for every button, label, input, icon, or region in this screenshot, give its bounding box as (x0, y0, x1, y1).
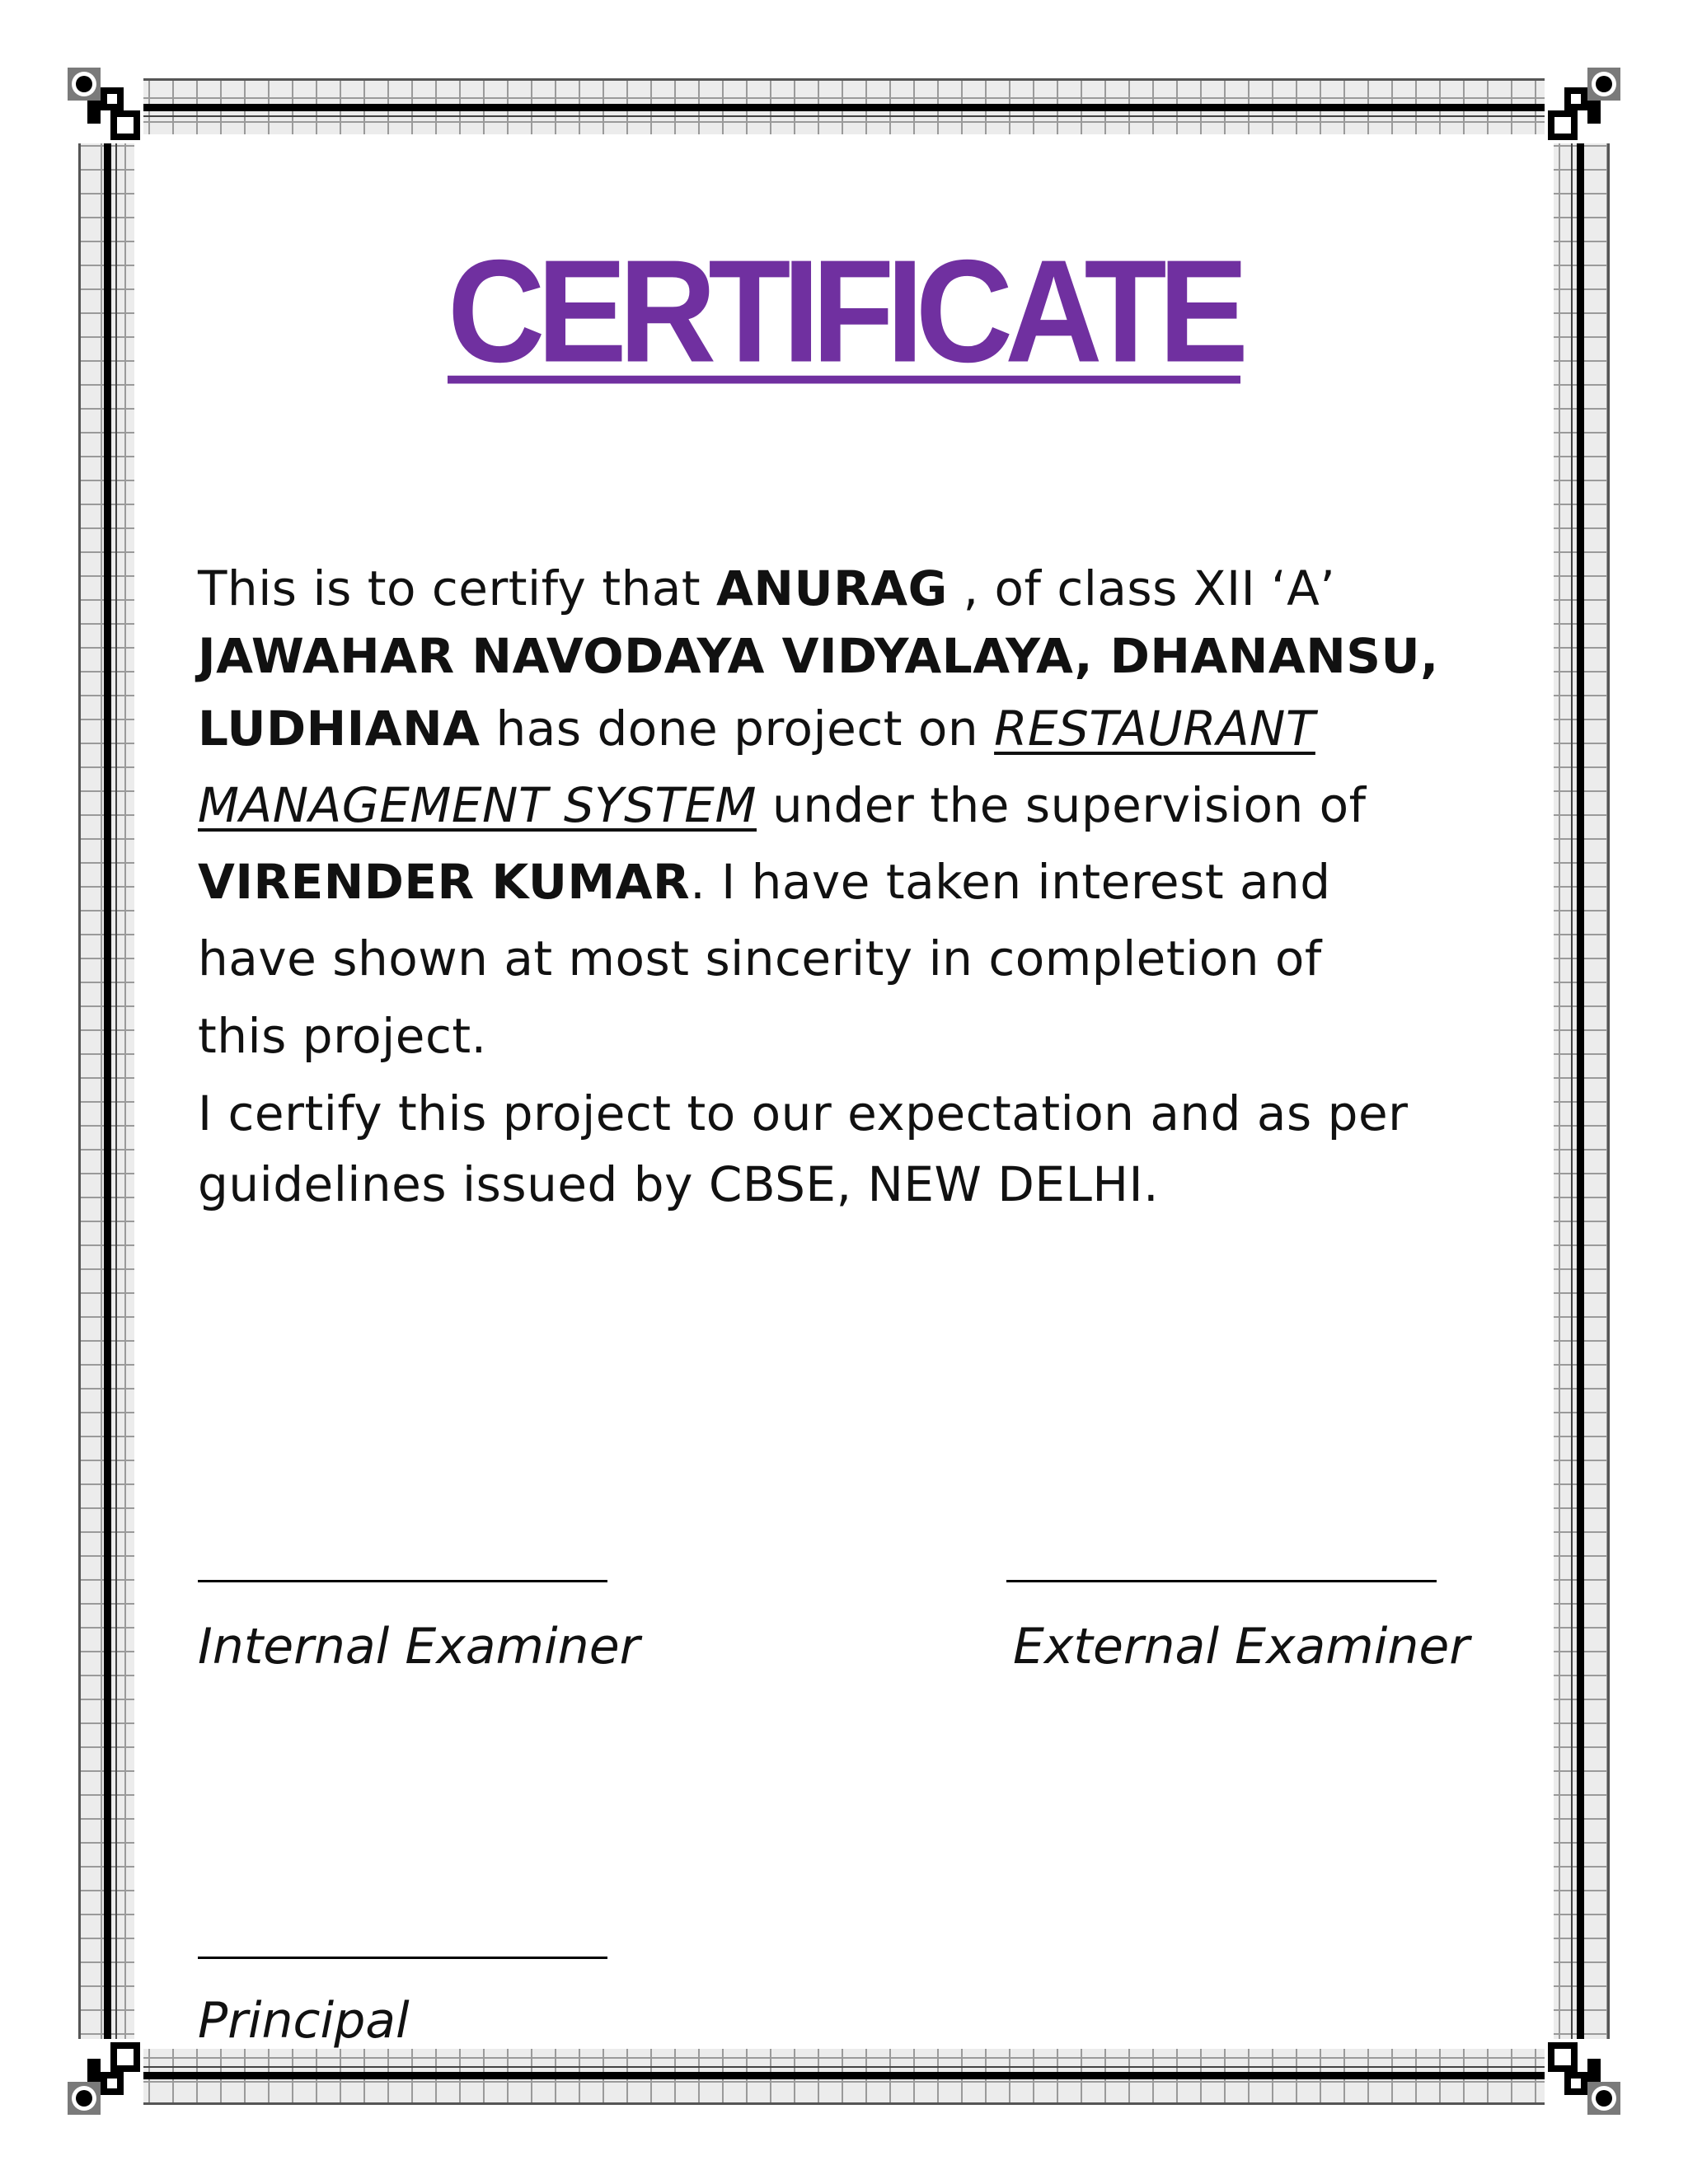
project-intro-text: has done project on (480, 701, 995, 757)
class-text: , of class XII ‘A’ (947, 560, 1336, 616)
body-line (198, 551, 1484, 618)
project-end-line: this project. (198, 1008, 487, 1064)
school-city: LUDHIANA (198, 701, 481, 757)
project-title-part2: MANAGEMENT SYSTEM (198, 777, 757, 833)
certificate-body (198, 551, 1484, 1223)
supervision-text: under the supervision of (757, 777, 1367, 833)
body-line (198, 767, 1484, 844)
corner-ornament-top-left-icon (64, 64, 143, 143)
principal-signature-line (198, 1957, 607, 1959)
corner-ornament-bottom-left-icon (64, 2039, 143, 2118)
certificate-title-text: CERTIFICATE (447, 229, 1240, 393)
interest-text: . I have taken interest and (690, 854, 1331, 910)
intro-text: This is to certify that (198, 560, 717, 616)
supervisor-name: VIRENDER KUMAR (198, 854, 691, 910)
student-name: ANURAG (716, 560, 948, 616)
external-examiner-label: External Examiner (1013, 1618, 1470, 1675)
external-examiner-signature-line (1006, 1580, 1437, 1582)
certify-line-2: guidelines issued by CBSE, NEW DELHI. (198, 1156, 1160, 1212)
principal-label: Principal (198, 1992, 410, 2050)
school-name-line: JAWAHAR NAVODAYA VIDYALAYA, DHANANSU, (198, 628, 1439, 684)
internal-examiner-label: Internal Examiner (198, 1618, 640, 1675)
certify-line-1: I certify this project to our expectation and as per (198, 1085, 1409, 1141)
body-line (198, 844, 1484, 921)
internal-examiner-signature-line (198, 1580, 607, 1582)
body-line (198, 691, 1484, 767)
corner-ornament-bottom-right-icon (1545, 2039, 1624, 2118)
certificate-title (0, 229, 1688, 393)
corner-ornament-top-right-icon (1545, 64, 1624, 143)
sincerity-line: have shown at most sincerity in completion of (198, 930, 1322, 987)
project-title-part1: RESTAURANT (994, 701, 1315, 757)
